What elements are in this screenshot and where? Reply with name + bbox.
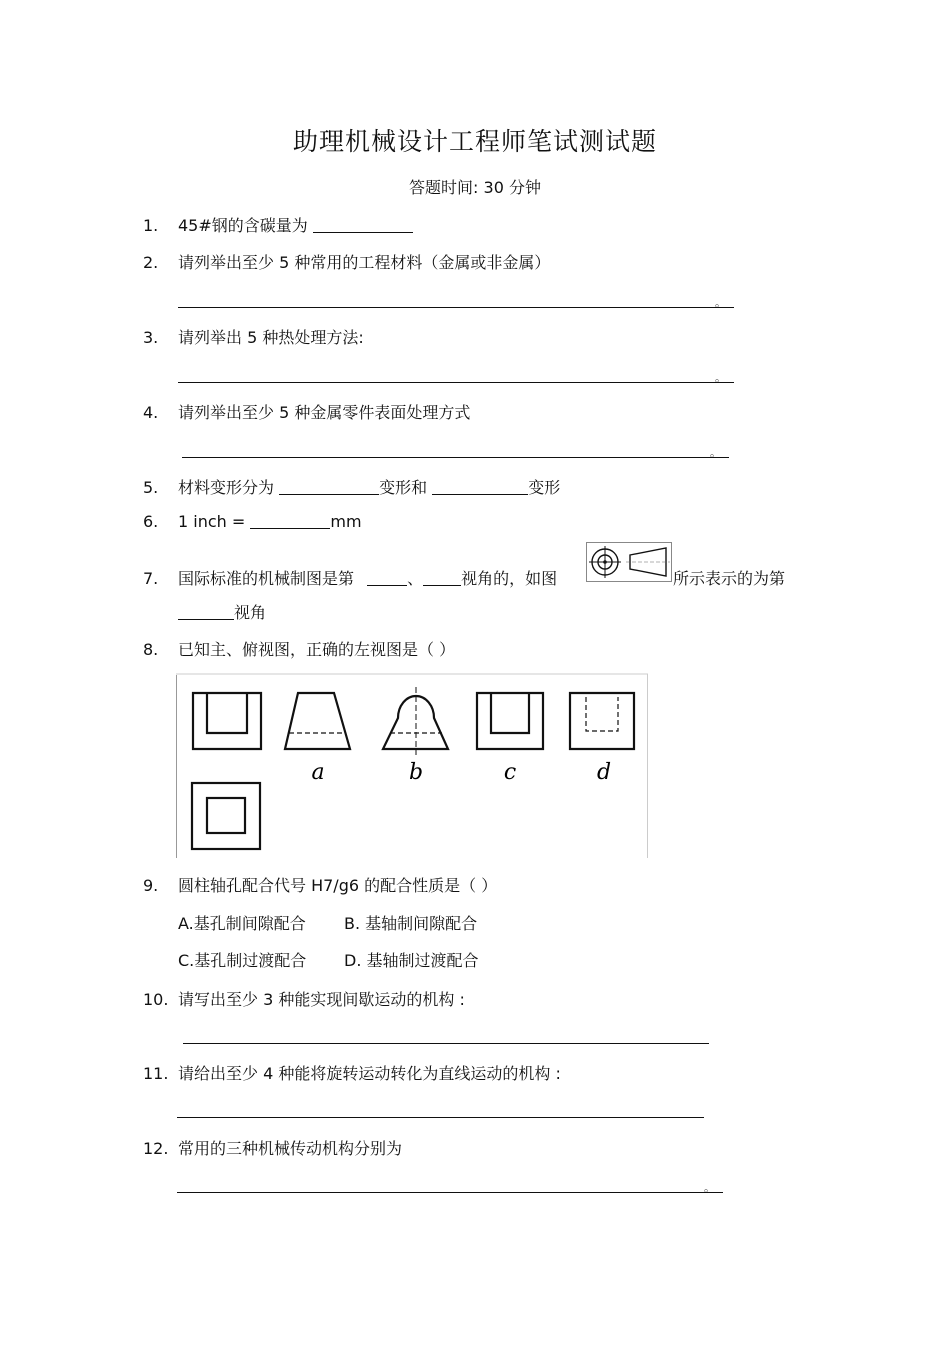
question-7-cont [673,566,785,589]
answer-blank[interactable] [432,479,528,495]
truncated-cone-view-icon [626,548,670,576]
option-label: c [503,760,517,785]
question-text: 请写出至少 3 种能实现间歇运动的机构 : [178,990,465,1009]
options-row-2 [178,948,479,971]
option-b-view [383,687,448,755]
answer-blank[interactable] [279,479,379,495]
question-12 [143,1136,402,1159]
options-row-1 [178,911,477,934]
question-text: 视角 [234,603,267,622]
question-text: 所示表示的为第 [673,569,786,588]
projection-symbol-figure [586,542,672,582]
question-text: 常用的三种机械传动机构分别为 [178,1139,403,1158]
question-number: 8. [143,640,159,659]
period-mark: 。 [704,1181,715,1194]
three-view-figure [176,673,648,858]
option-label: d [596,760,612,785]
question-number: 11. [143,1064,169,1083]
option-a[interactable]: A.基孔制间隙配合 [178,914,306,933]
option-a-view [285,693,350,749]
question-text: 变形和 [379,478,428,497]
question-6 [143,512,362,531]
question-text: 45#钢的含碳量为 [178,216,308,235]
question-number: 6. [143,512,159,531]
front-view-slot [207,693,247,733]
front-view-shape [193,693,261,749]
question-10 [143,987,465,1010]
question-3 [143,325,364,348]
question-text: 已知主、俯视图，正确的左视图是（ ） [178,640,456,659]
answer-line[interactable] [183,1025,709,1044]
exam-duration: 答题时间: 30 分钟 [409,178,541,197]
option-d[interactable]: D. 基轴制过渡配合 [344,951,479,970]
question-number: 3. [143,328,159,347]
question-text: 视角的，如图 [461,569,558,588]
question-text: 变形 [528,478,561,497]
question-number: 10. [143,990,169,1009]
question-text: 1 inch = [178,512,246,531]
period-mark: 。 [715,296,726,309]
answer-blank[interactable] [250,513,330,529]
question-5 [143,475,560,498]
answer-line[interactable] [178,289,734,308]
option-d-view [570,693,634,749]
question-number: 1. [143,216,159,235]
unit-label: mm [330,512,362,531]
option-b[interactable]: B. 基轴制间隙配合 [344,914,478,933]
answer-line[interactable] [178,364,734,383]
question-text: 请列举出 5 种热处理方法: [178,328,364,347]
question-7 [143,566,557,589]
question-text: 圆柱轴孔配合代号 H7/g6 的配合性质是（ ） [178,876,498,895]
circle-view-icon [589,546,621,578]
question-text: 请列举出至少 5 种金属零件表面处理方式 [178,403,471,422]
answer-line[interactable] [182,439,729,458]
question-text: 请给出至少 4 种能将旋转运动转化为直线运动的机构 : [178,1064,561,1083]
question-1 [143,213,413,236]
answer-line[interactable] [177,1099,704,1118]
question-7-line2 [178,600,266,623]
question-text: 、 [407,569,424,588]
question-11 [143,1061,561,1084]
question-2 [143,250,550,273]
period-mark: 。 [710,446,721,459]
question-4 [143,400,470,423]
question-text: 国际标准的机械制图是第 [178,569,355,588]
answer-blank[interactable] [423,570,461,586]
page-title: 助理机械设计工程师笔试测试题 [292,127,657,156]
question-number: 9. [143,876,159,895]
option-label: a [311,760,325,785]
answer-line[interactable] [177,1174,723,1193]
question-number: 4. [143,403,159,422]
answer-blank[interactable] [313,217,413,233]
question-number: 7. [143,569,159,588]
question-number: 5. [143,478,159,497]
period-mark: 。 [715,371,726,384]
question-text: 请列举出至少 5 种常用的工程材料（金属或非金属） [178,253,551,272]
answer-blank[interactable] [367,570,407,586]
answer-blank[interactable] [178,604,234,620]
question-number: 2. [143,253,159,272]
option-label: b [408,760,424,785]
question-text: 材料变形分为 [178,478,275,497]
question-9 [143,873,497,896]
top-view-shape [192,783,260,849]
option-c[interactable]: C.基孔制过渡配合 [178,951,307,970]
question-number: 12. [143,1139,169,1158]
option-c-view [477,693,543,749]
question-8 [143,637,455,660]
